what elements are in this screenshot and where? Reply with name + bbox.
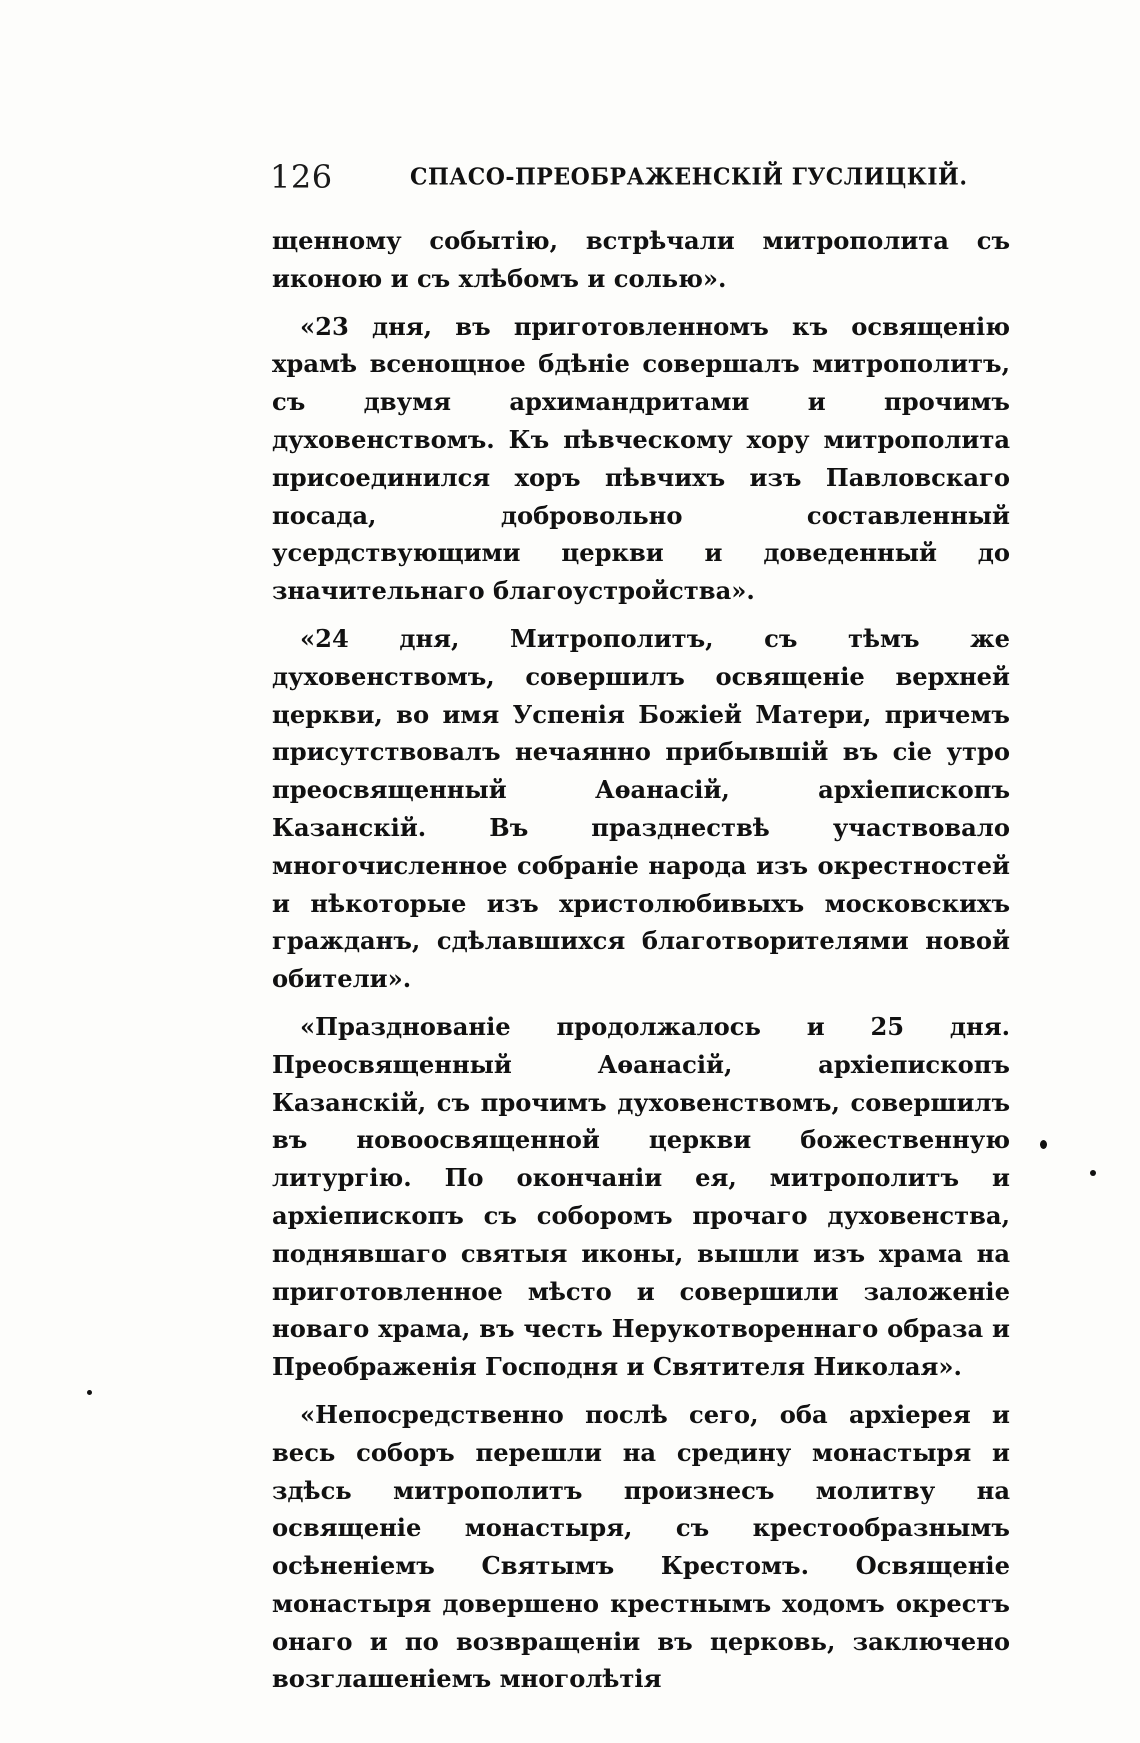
paragraph-continuation: щенному событію, встрѣчали митрополита съ иконою и съ хлѣбомъ и солью». <box>272 226 1010 293</box>
paragraph-24-day: «24 дня, Митрополитъ, съ тѣмъ же духовенствомъ, совершилъ освященіе верхней церкви, во имя Успенія Божіей Матери, причемъ присутствовалъ нечаянно прибывшій въ сіе утро преосвященный Аѳанасій, архіепископъ Казанскій. Въ празднествѣ участвовало многочисленное собраніе народа изъ окрестностей и нѣкоторые изъ христолюбивыхъ московскихъ гражданъ, сдѣлавшихся благотворителями новой обители». <box>272 623 1010 994</box>
ink-speck <box>1090 1170 1096 1176</box>
body-text <box>272 222 1010 1708</box>
paragraph-25-day: «Празднованіе продолжалось и 25 дня. Преосвященный Аѳанасій, архіепископъ Казанскій, съ прочимъ духовенствомъ, совершилъ въ новоосвященной церкви божественную литургію. По окончаніи ея, митрополитъ и архіепископъ съ соборомъ прочаго духовенства, поднявшаго святыя иконы, вышли изъ храма на приготовленное мѣсто и совершили заложеніе новаго храма, въ честь Нерукотвореннаго образа и Преображенія Господня и Святителя Николая». <box>272 1011 1010 1382</box>
running-title: СПАСО-ПРЕОБРАЖЕНСКІЙ ГУСЛИЦКІЙ. <box>410 163 968 191</box>
page-number: 126 <box>270 158 333 196</box>
ink-speck <box>87 1390 92 1395</box>
page-header <box>270 158 1010 204</box>
ink-speck <box>1040 1140 1047 1149</box>
paragraph-23-day: «23 дня, въ приготовленномъ къ освященію храмѣ всенощное бдѣніе совершалъ митрополитъ, съ двумя архимандритами и прочимъ духовенствомъ. Къ пѣвческому хору митрополита присоединился хоръ пѣвчихъ изъ Павловскаго посада, добровольно составленный усердствующими церкви и доведенный до значительнаго благоустройства». <box>272 311 1010 606</box>
paragraph-consecration: «Непосредственно послѣ сего, оба архіерея и весь соборъ перешли на средину монастыря и здѣсь митрополитъ произнесъ молитву на освященіе монастыря, съ крестообразнымъ осѣненіемъ Святымъ Крестомъ. Освященіе монастыря довершено крестнымъ ходомъ окрестъ онаго и по возвращеніи въ церковь, заключено возглашеніемъ многолѣтія <box>272 1399 1010 1694</box>
